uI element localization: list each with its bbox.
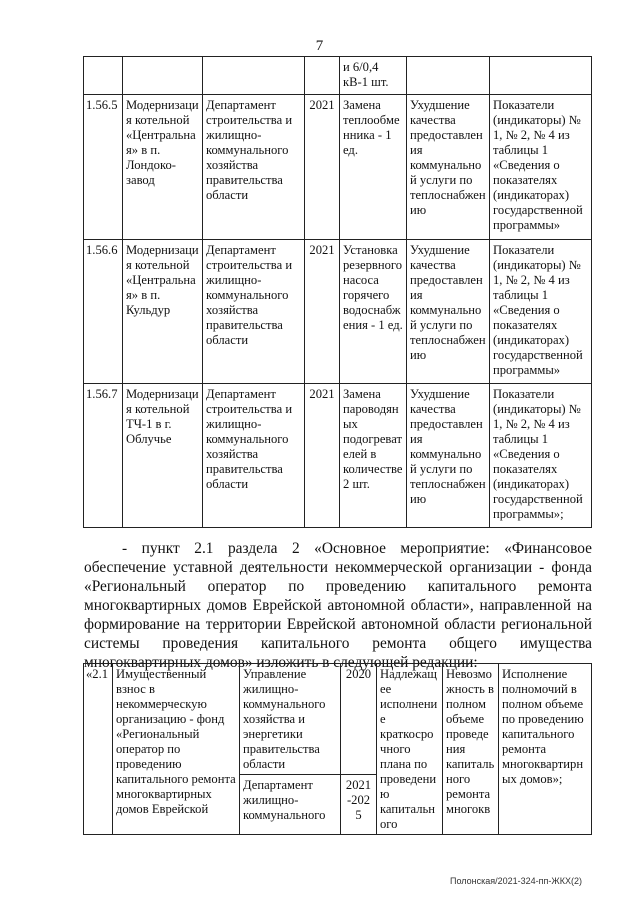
table-row	[84, 384, 592, 528]
year: 2021	[305, 384, 340, 528]
risk-consequence	[407, 57, 490, 95]
measure-name: Модернизация котельной «Центральная» в п. Лондоко-завод	[123, 95, 203, 240]
table-row	[84, 664, 592, 775]
row-number: 1.56.6	[84, 240, 123, 384]
paragraph-line: формирование на территории Еврейской автономной области региональной	[84, 616, 592, 633]
responsible-department	[203, 57, 305, 95]
action-description: и 6/0,4 кВ-1 шт.	[340, 57, 407, 95]
indicators: Показатели (индикаторы) № 1, № 2, № 4 из таблицы 1 «Сведения о показателях (индикаторах) государственной программы»;	[490, 384, 592, 528]
paragraph-line: многоквартирных домов» изложить в следующей редакции:	[84, 654, 478, 671]
risk-consequence: Невозможность в полном объеме проведения капитального ремонта многокв	[443, 664, 499, 835]
risk-consequence: Ухудшение качества предоставления коммунальной услуги по теплоснабжению	[407, 95, 490, 240]
amendment-paragraph	[84, 539, 592, 672]
page-number: 7	[315, 38, 324, 54]
table-row	[84, 95, 592, 240]
document-reference: Полонская/2021-324-пп-ЖКХ(2)	[450, 876, 582, 886]
paragraph-line: системы проведения капитального ремонта общего имущества	[84, 635, 592, 652]
expected-result: Исполнение полномочий в полном объеме по проведению капитального ремонта многоквартирных домов»;	[499, 664, 592, 835]
responsible-department: Департамент строительства и жилищно-коммунального хозяйства правительства области	[203, 95, 305, 240]
responsible-department: Департамент строительства и жилищно-коммунального хозяйства правительства области	[203, 240, 305, 384]
action-description: Замена пароводяных подогревателей в количестве 2 шт.	[340, 384, 407, 528]
measure-name: Модернизация котельной «Центральная» в п. Кульдур	[123, 240, 203, 384]
row-number	[84, 57, 123, 95]
measures-table	[83, 56, 592, 528]
measure-name: Имущественный взнос в некоммерческую организацию - фонд «Региональный оператор по проведению капитального ремонта многоквартирных домов Еврейской	[113, 664, 240, 835]
risk-consequence: Ухудшение качества предоставления коммунальной услуги по теплоснабжению	[407, 384, 490, 528]
indicators	[490, 57, 592, 95]
paragraph-line: многоквартирных домов Еврейской автономной области», направленной на	[84, 597, 592, 614]
row-number: 1.56.5	[84, 95, 123, 240]
measure-name	[123, 57, 203, 95]
action-description: Надлежащее исполнение краткосрочного плана по проведению капитального	[377, 664, 443, 835]
measure-name: Модернизация котельной ТЧ-1 в г. Облучье	[123, 384, 203, 528]
paragraph-line: «Региональный оператор по проведению капитального ремонта	[84, 578, 592, 595]
indicators: Показатели (индикаторы) № 1, № 2, № 4 из таблицы 1 «Сведения о показателях (индикаторах) государственной программы»	[490, 240, 592, 384]
amended-measures-table	[83, 663, 592, 835]
row-number: «2.1	[84, 664, 113, 835]
year: 2021-2025	[341, 775, 377, 835]
responsible-department: Департамент строительства и жилищно-коммунального хозяйства правительства области	[203, 384, 305, 528]
paragraph-line: обеспечение уставной деятельности некоммерческой организации - фонда	[84, 559, 592, 576]
table-row	[84, 240, 592, 384]
row-number: 1.56.7	[84, 384, 123, 528]
paragraph-line: - пункт 2.1 раздела 2 «Основное мероприятие: «Финансовое	[122, 540, 592, 557]
table-row	[84, 57, 592, 95]
year: 2020	[341, 664, 377, 775]
risk-consequence: Ухудшение качества предоставления коммунальной услуги по теплоснабжению	[407, 240, 490, 384]
indicators: Показатели (индикаторы) № 1, № 2, № 4 из таблицы 1 «Сведения о показателях (индикаторах) государственной программы»	[490, 95, 592, 240]
year: 2021	[305, 240, 340, 384]
responsible-department: Департамент жилищно-коммунального	[240, 775, 341, 835]
action-description: Замена теплообменника - 1 ед.	[340, 95, 407, 240]
action-description: Установка резервного насоса горячего водоснабжения - 1 ед.	[340, 240, 407, 384]
responsible-department: Управление жилищно-коммунального хозяйства и энергетики правительства области	[240, 664, 341, 775]
year: 2021	[305, 95, 340, 240]
year	[305, 57, 340, 95]
